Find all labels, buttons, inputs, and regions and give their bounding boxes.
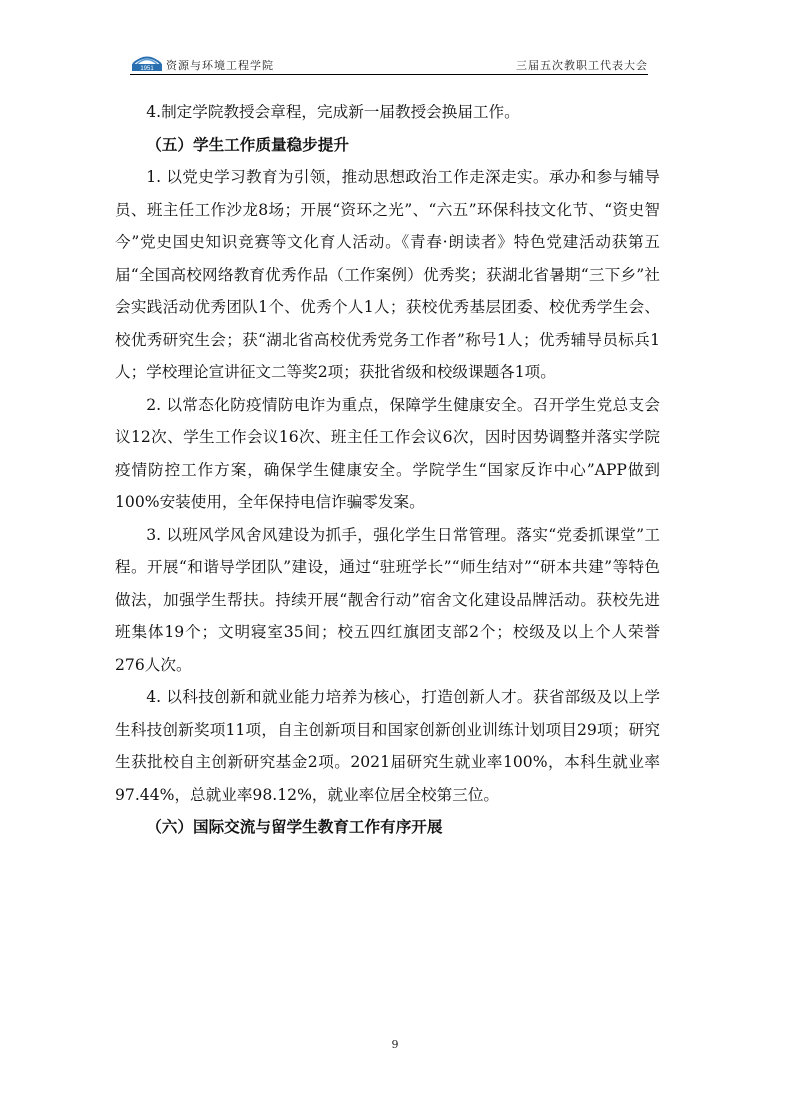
paragraph-1: 1. 以党史学习教育为引领，推动思想政治工作走深走实。承办和参与辅导员、班主任工作沙龙8场；开展“资环之光”、“六五”环保科技文化节、“资史智今”党史国史知识竞赛等文化育人活动。《青春·朗读者》特色党建活动获第五届“全国高校网络教育优秀作品（工作案例）优秀奖；获湖北省暑期“三下乡”社会实践活动优秀团队1个、优秀个人1人；获校优秀基层团委、校优秀学生会、校优秀研究生会；获“湖北省高校优秀党务工作者”称号1人；优秀辅导员标兵1人；学校理论宣讲征文二等奖2项；获批省级和校级课题各1项。	[115, 168, 660, 381]
header-conference-name: 三届五次教职工代表大会	[516, 59, 648, 72]
paragraph-3: 3. 以班风学风舍风建设为抓手，强化学生日常管理。落实“党委抓课堂”工程。开展“和谐导学团队”建设，通过“驻班学长”“师生结对”“研本共建”等特色做法，加强学生帮扶。持续开展“靓舍行动”宿舍文化建设品牌活动。获校先进班集体19个；文明寝室35间；校五四红旗团支部2个；校级及以上个人荣誉276人次。	[115, 525, 660, 674]
header-divider	[130, 74, 648, 75]
section-heading-6: （六）国际交流与留学生教育工作有序开展	[146, 817, 443, 836]
paragraph-4: 4. 以科技创新和就业能力培养为核心，打造创新人才。获省部级及以上学生科技创新奖项11项，自主创新项目和国家创新创业训练计划项目29项；研究生获批校自主创新研究基金2项。2021届研究生就业率100%，本科生就业率97.44%，总就业率98.12%，就业率位居全校第三位。	[115, 688, 660, 804]
page-number: 9	[391, 1038, 399, 1051]
paragraph-intro: 4.制定学院教授会章程，完成新一届教授会换届工作。	[146, 103, 520, 121]
school-logo-icon	[130, 52, 164, 74]
header-college-name: 资源与环境工程学院	[166, 59, 274, 72]
document-body	[115, 96, 660, 844]
logo-text: 1951	[140, 66, 154, 72]
page-header	[130, 52, 648, 76]
paragraph-2: 2. 以常态化防疫情防电诈为重点，保障学生健康安全。召开学生党总支会议12次、学生工作会议16次、班主任工作会议6次，因时因势调整并落实学院疫情防控工作方案，确保学生健康安全。学院学生“国家反诈中心”APP做到100%安装使用，全年保持电信诈骗零发案。	[115, 395, 660, 511]
section-heading-5: （五）学生工作质量稳步提升	[146, 134, 349, 154]
